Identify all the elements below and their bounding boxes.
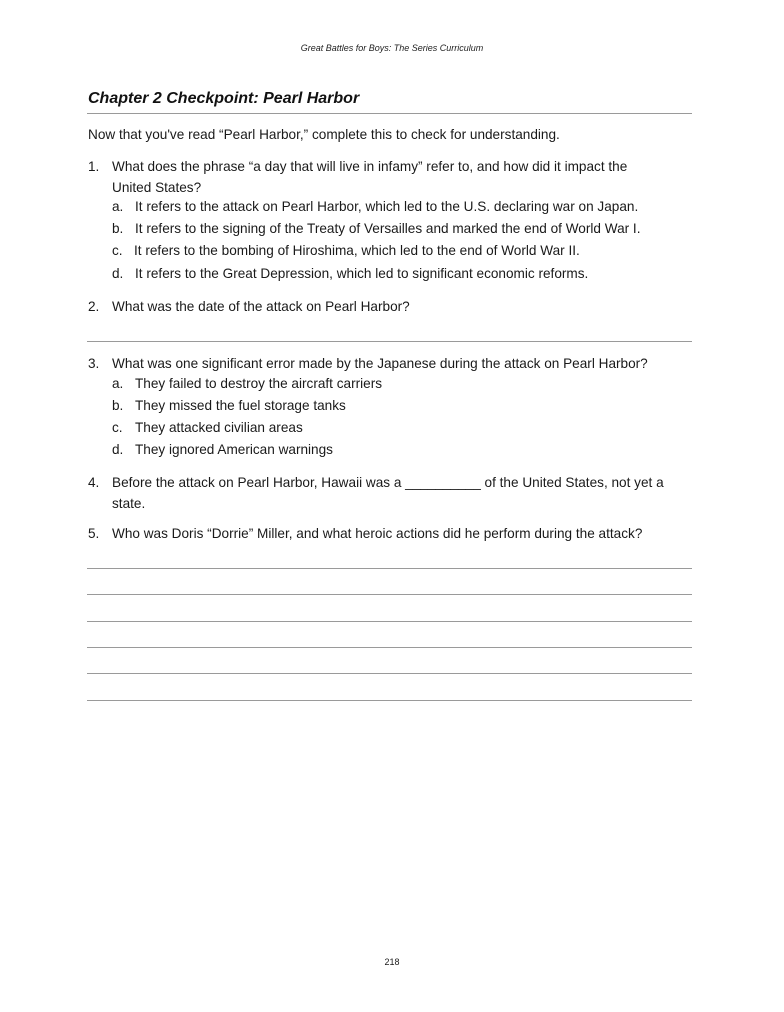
question-2 bbox=[88, 296, 688, 317]
question-number: 5. bbox=[88, 526, 100, 541]
title-divider bbox=[87, 113, 692, 114]
option-text: They ignored American warnings bbox=[135, 442, 333, 457]
question-5 bbox=[88, 523, 692, 544]
option-text: It refers to the attack on Pearl Harbor, which led to the U.S. declaring war on Japan. bbox=[135, 199, 639, 214]
option-text: It refers to the Great Depression, which led to significant economic reforms. bbox=[135, 266, 589, 281]
option-letter: d. bbox=[112, 266, 124, 281]
option-letter: b. bbox=[112, 221, 124, 236]
option-text: It refers to the signing of the Treaty of Versailles and marked the end of World War I. bbox=[135, 221, 641, 236]
question-text: What does the phrase “a day that will live in infamy” refer to, and how did it impact the United States? bbox=[112, 159, 628, 195]
option-letter: a. bbox=[112, 199, 124, 214]
answer-line[interactable] bbox=[87, 594, 692, 595]
answer-line[interactable] bbox=[87, 673, 692, 674]
option-text: They missed the fuel storage tanks bbox=[135, 398, 346, 413]
question-1 bbox=[88, 156, 668, 198]
answer-line[interactable] bbox=[87, 700, 692, 701]
question-text: Before the attack on Pearl Harbor, Hawaii was a __________ of the United States, not yet a state. bbox=[112, 475, 664, 511]
question-1-option-c[interactable] bbox=[112, 243, 580, 258]
option-text: They failed to destroy the aircraft carriers bbox=[135, 376, 383, 391]
question-1-option-b[interactable] bbox=[112, 221, 640, 236]
answer-line[interactable] bbox=[87, 621, 692, 622]
answer-line[interactable] bbox=[87, 568, 692, 569]
question-1-option-a[interactable] bbox=[112, 199, 638, 214]
intro-text: Now that you've read “Pearl Harbor,” complete this to check for understanding. bbox=[88, 127, 560, 142]
option-letter: b. bbox=[112, 398, 124, 413]
question-number: 3. bbox=[88, 356, 100, 371]
question-3-option-c[interactable] bbox=[112, 420, 303, 435]
page-number: 218 bbox=[384, 957, 400, 967]
option-letter: d. bbox=[112, 442, 124, 457]
question-number: 2. bbox=[88, 299, 100, 314]
question-3-option-b[interactable] bbox=[112, 398, 346, 413]
question-3 bbox=[88, 353, 692, 374]
option-text: They attacked civilian areas bbox=[135, 420, 303, 435]
question-text: Who was Doris “Dorrie” Miller, and what heroic actions did he perform during the attack? bbox=[112, 526, 643, 541]
question-3-option-d[interactable] bbox=[112, 442, 333, 457]
question-1-option-d[interactable] bbox=[112, 266, 588, 281]
question-text: What was one significant error made by the Japanese during the attack on Pearl Harbor? bbox=[112, 356, 648, 371]
question-text: What was the date of the attack on Pearl Harbor? bbox=[112, 299, 410, 314]
option-text: It refers to the bombing of Hiroshima, which led to the end of World War II. bbox=[134, 243, 580, 258]
question-4 bbox=[88, 472, 692, 514]
question-number: 1. bbox=[88, 159, 100, 174]
answer-line[interactable] bbox=[87, 647, 692, 648]
answer-line[interactable] bbox=[87, 341, 692, 342]
question-3-option-a[interactable] bbox=[112, 376, 382, 391]
option-letter: c. bbox=[112, 420, 123, 435]
option-letter: c. bbox=[112, 243, 123, 258]
running-header: Great Battles for Boys: The Series Curriculum bbox=[300, 43, 484, 53]
question-number: 4. bbox=[88, 475, 100, 490]
option-letter: a. bbox=[112, 376, 124, 391]
page-title: Chapter 2 Checkpoint: Pearl Harbor bbox=[88, 90, 360, 107]
